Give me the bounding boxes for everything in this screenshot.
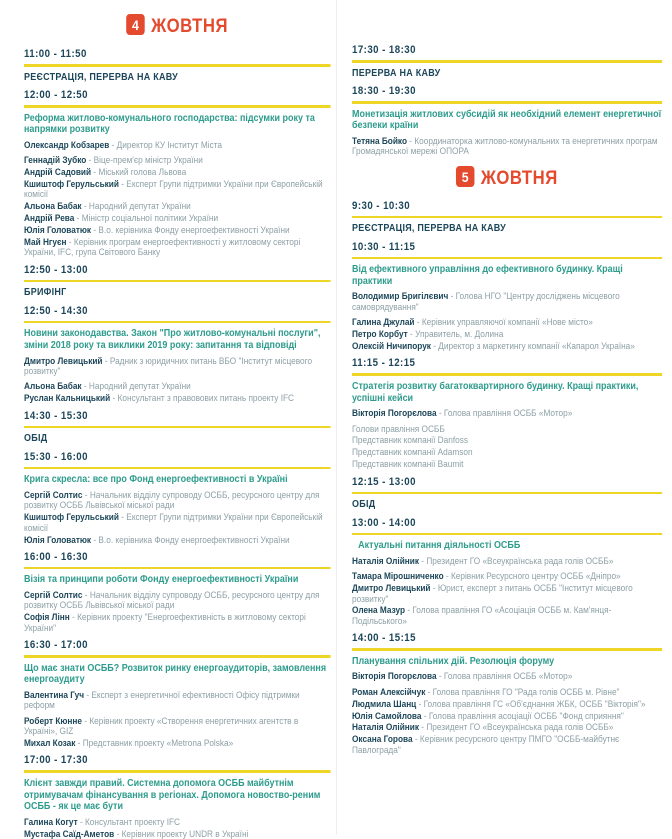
speaker-role: В.о. керівника Фонду енергоефективності України [98, 533, 290, 545]
speaker-name: Галина Когут [24, 815, 78, 827]
yellow-rule [24, 655, 331, 658]
speaker-role: Президент ГО «Всеукраїнська рада голів ОСББ» [426, 554, 614, 566]
speaker-name: Олексій Ничипорук [352, 340, 431, 351]
speaker-role: Консультант з правовових питань проекту IFC [117, 392, 295, 404]
session-block [24, 451, 331, 545]
session-time: 12:00 - 12:50 [24, 89, 88, 102]
speaker-role: Представник компанії Danfoss [352, 434, 468, 446]
speaker-name: Галина Джулай [352, 316, 415, 328]
speaker-name: Мустафа Саїд-Аметов [24, 827, 115, 839]
session-block [24, 754, 331, 839]
speaker-row [24, 213, 331, 223]
yellow-rule [24, 105, 331, 108]
speaker-role: Представник компанії Baumit [352, 458, 464, 470]
session-time: 9:30 - 10:30 [352, 199, 411, 212]
name-role-separator: - [109, 138, 117, 150]
speaker-row [352, 583, 662, 604]
session-time: 16:30 - 17:00 [24, 639, 88, 652]
speaker-name: Оксана Горова [352, 733, 413, 745]
speaker-row [352, 722, 662, 732]
speaker-role: Голова правління ОСББ «Мотор» [443, 407, 573, 419]
session-time: 12:15 - 13:00 [352, 475, 416, 488]
session-block [24, 305, 331, 404]
break-block [352, 44, 662, 79]
name-role-separator: - [91, 533, 99, 545]
name-role-separator: - [81, 200, 89, 212]
name-role-separator: - [91, 166, 99, 178]
speaker-row [24, 716, 331, 737]
session-title: Клієнт завжди правий. Системна допомога ОСББ майбутнім отримувачам фінансування в регіонах. Допомога новоство-реним ОСББ - як це має бути [24, 777, 321, 813]
speaker-name: Юлія Головатюк [24, 224, 92, 236]
session-title: Що має знати ОСББ? Розвиток ринку енергоаудиторів, замовлення енергоаудиту [24, 662, 327, 686]
speaker-name: Руслан Кальницький [24, 392, 111, 404]
page-column-divider [336, 0, 337, 835]
name-role-separator: - [75, 737, 83, 748]
speaker-name: Сергій Солтис [24, 488, 83, 500]
yellow-rule [352, 216, 662, 219]
speaker-role: Начальник відділу супроводу ОСББ, ресурсного центру для розвитку ОСББ Львівської міської ради [24, 488, 320, 511]
speaker-row [352, 424, 662, 434]
name-role-separator: - [114, 827, 122, 839]
speaker-row [24, 738, 331, 748]
speaker-name: Андрій Садовий [24, 166, 92, 178]
name-role-separator: - [421, 709, 429, 721]
speaker-role: В.о. керівника Фонду енергоефективності України [98, 224, 290, 236]
speaker-row [24, 817, 331, 827]
session-time: 18:30 - 19:30 [352, 85, 416, 98]
speaker-name: Альона Бабак [24, 200, 82, 212]
break-title: РЕЄСТРАЦІЯ, ПЕРЕРВА НА КАВУ [24, 71, 178, 83]
name-role-separator: - [102, 354, 110, 366]
session-block [352, 357, 662, 469]
speaker-name: Петро Корбут [352, 328, 408, 340]
speaker-role: Представник проекту «Metrona Polska» [82, 737, 234, 748]
speaker-row [352, 459, 662, 469]
session-block [352, 632, 662, 755]
name-role-separator: - [118, 511, 127, 523]
speaker-row [24, 829, 331, 839]
name-role-separator: - [74, 212, 82, 224]
session-time: 13:00 - 14:00 [352, 516, 416, 529]
speaker-role: Міський голова Львова [98, 166, 187, 178]
break-block [24, 48, 331, 83]
speaker-role: Експерт Групи підтримки України при Європейській комісії [24, 178, 323, 200]
name-role-separator: - [82, 589, 90, 601]
speaker-role: Експерт Групи підтримки України при Європейській комісії [24, 511, 323, 533]
name-role-separator: - [66, 236, 74, 248]
speaker-name: Олена Мазур [352, 604, 406, 616]
day-number-badge: 5 [456, 166, 475, 187]
speaker-role: Народний депутат України [88, 200, 191, 212]
yellow-rule [24, 770, 331, 773]
break-title: ОБІД [24, 433, 48, 445]
speaker-row [352, 317, 662, 327]
speaker-name: Валентина Гуч [24, 688, 85, 700]
yellow-rule [24, 64, 331, 67]
name-role-separator: - [436, 670, 444, 682]
speaker-name: Людмила Шанц [352, 697, 417, 709]
name-role-separator: - [412, 733, 420, 745]
speaker-name: Сергій Солтис [24, 589, 83, 601]
speaker-name: Дмитро Левицький [352, 582, 431, 594]
speaker-row [24, 356, 331, 377]
name-role-separator: - [406, 134, 415, 146]
session-title: Планування спільних дій. Резолюція форуму [352, 655, 555, 667]
speaker-name: Кшиштоф Герульський [24, 178, 119, 189]
speaker-name: Геннадій Зубко [24, 154, 87, 166]
speaker-row [352, 136, 662, 157]
speaker-row [352, 571, 662, 581]
session-block [24, 551, 331, 633]
name-role-separator: - [69, 611, 78, 623]
speaker-row [24, 690, 331, 711]
speaker-role: Управитель, м. Долина [415, 328, 504, 340]
speaker-row [24, 201, 331, 211]
speaker-name: Олександр Кобзарев [24, 138, 110, 150]
session-block [352, 241, 662, 352]
yellow-rule [24, 567, 331, 570]
session-time: 10:30 - 11:15 [352, 240, 416, 253]
session-time: 12:50 - 14:30 [24, 304, 88, 317]
speaker-row [352, 671, 662, 681]
speaker-name: Тамара Мірошниченко [352, 570, 444, 582]
speaker-role: Керівник управляючої компанії «Нове місто» [421, 316, 593, 328]
name-role-separator: - [81, 714, 90, 726]
day-month-label: ЖОВТНЯ [480, 167, 558, 189]
speaker-row [24, 140, 331, 150]
name-role-separator: - [81, 380, 89, 392]
session-time: 12:50 - 13:00 [24, 263, 88, 276]
speaker-row [24, 590, 331, 611]
break-title: ПЕРЕРВА НА КАВУ [352, 67, 441, 79]
name-role-separator: - [84, 688, 92, 700]
session-time: 11:15 - 12:15 [352, 357, 416, 370]
yellow-rule [352, 373, 662, 376]
speaker-row [352, 687, 662, 697]
speaker-row [24, 393, 331, 403]
break-title: БРИФІНГ [24, 287, 67, 299]
yellow-rule [24, 321, 331, 324]
speaker-name: Май Нгуєн [24, 236, 67, 248]
name-role-separator: - [418, 554, 427, 566]
session-time: 15:30 - 16:00 [24, 450, 88, 463]
session-block [24, 639, 331, 748]
day-month-label: ЖОВТНЯ [151, 16, 229, 37]
name-role-separator: - [118, 178, 127, 189]
speaker-role: Директор КУ Інститут Міста [116, 138, 222, 150]
break-block [24, 264, 331, 299]
session-title: Візія та принципи роботи Фонду енергоефективності України [24, 574, 299, 586]
session-time: 17:30 - 18:30 [352, 44, 416, 56]
yellow-rule [352, 533, 662, 536]
name-role-separator: - [448, 290, 456, 302]
session-title: Стратегія розвитку багатоквартирного будинку. Кращі практики, успішні кейси [352, 380, 639, 404]
speaker-name: Кшиштоф Герульський [24, 511, 119, 523]
speaker-role: Консультант проекту IFC [84, 815, 181, 827]
speaker-row [24, 237, 331, 258]
speaker-role: Голови правління ОСББ [352, 422, 445, 434]
speaker-row [352, 699, 662, 709]
session-title: Актуальні питання діяльності ОСББ [358, 540, 521, 552]
speaker-row [24, 225, 331, 235]
session-block [352, 517, 662, 627]
break-title: ОБІД [352, 499, 376, 511]
speaker-name: Вікторія Погорєлова [352, 670, 437, 682]
speaker-name: Юлія Самойлова [352, 709, 422, 721]
speaker-row [24, 179, 331, 200]
name-role-separator: - [110, 392, 118, 404]
speaker-role: Керівник ресурсного центру ПМГО "ОСББ-майбутнє Павлограда" [352, 733, 620, 755]
speaker-role: Начальник відділу супроводу ОСББ, ресурсного центру для розвитку ОСББ Львівської міської ради [24, 589, 320, 611]
name-role-separator: - [430, 582, 438, 594]
session-time: 14:30 - 15:30 [24, 409, 88, 422]
speaker-name: Дмитро Левицький [24, 354, 103, 366]
name-role-separator: - [407, 328, 416, 340]
speaker-name: Роман Алексійчук [352, 685, 426, 697]
yellow-rule [24, 280, 331, 283]
speaker-role: Керівник проекту «Створення енергетичних агентств в Україні», GIZ [24, 714, 299, 737]
speaker-role: Міністр соціальної політики України [81, 212, 219, 224]
session-time: 11:00 - 11:50 [24, 48, 87, 60]
column-day-5 [336, 0, 672, 835]
name-role-separator: - [416, 697, 424, 709]
speaker-row [352, 734, 662, 755]
speaker-role: Голова правління асоціації ОСББ "Фонд сприяння" [428, 709, 624, 721]
session-time: 16:00 - 16:30 [24, 550, 88, 563]
speaker-row [352, 329, 662, 339]
day-number-badge: 4 [126, 14, 145, 35]
day-header-4 [24, 14, 331, 38]
yellow-rule [352, 492, 662, 495]
speaker-role: Керівник програм енергоефективності у житловому секторі України, IFC, група Світового Банку [24, 236, 301, 258]
session-title: Новини законодавства. Закон "Про житлово-комунальні послуги", зміни 2018 року та виклики 2019 року: запитання та відповіді [24, 328, 321, 352]
session-block [24, 89, 331, 258]
name-role-separator: - [77, 815, 85, 827]
name-role-separator: - [414, 316, 422, 328]
speaker-name: Володимир Бригілєвич [352, 290, 449, 302]
session-title: Крига скресла: все про Фонд енергоефективності в Україні [24, 474, 288, 486]
name-role-separator: - [82, 488, 90, 500]
speaker-role: Голова правління ОСББ «Мотор» [443, 670, 573, 682]
speaker-role: Представник компанії Adamson [352, 446, 473, 458]
speaker-role: Директор з маркетингу компанії «Капарол Україна» [438, 340, 635, 351]
speaker-row [352, 408, 662, 418]
speaker-row [24, 167, 331, 177]
speaker-name: Наталія Олійник [352, 721, 419, 733]
speaker-role: Народний депутат України [88, 380, 191, 392]
column-day-4-content [24, 14, 331, 839]
speaker-role: Юрист, експерт з питань ОСББ "Інститут місцевого розвитку" [352, 582, 633, 604]
speaker-row [352, 556, 662, 566]
yellow-rule [352, 101, 662, 104]
name-role-separator: - [86, 154, 94, 166]
speaker-row [352, 711, 662, 721]
speaker-role: Голова правління ГО «Асоціація ОСББ м. Кам'янця-Подільського» [352, 604, 612, 626]
speaker-name: Михал Козак [24, 737, 76, 748]
speaker-row [24, 155, 331, 165]
name-role-separator: - [91, 224, 99, 236]
speaker-role: Віце-прем'єр міністр України [93, 154, 203, 166]
break-block [352, 476, 662, 511]
speaker-role: Керівник Ресурсного центру ОСББ «Дніпро» [450, 570, 621, 582]
name-role-separator: - [405, 604, 413, 616]
yellow-rule [24, 467, 331, 470]
session-title: Реформа житлово-комунального господарства: підсумки року та напрямки розвитку [24, 112, 315, 136]
speaker-role: Голова НГО "Центру досліджень місцевого самоврядування" [352, 290, 620, 312]
session-time: 17:00 - 17:30 [24, 754, 88, 767]
speaker-row [352, 341, 662, 351]
speaker-row [352, 435, 662, 445]
session-block [352, 85, 662, 157]
break-block [24, 410, 331, 445]
speaker-role: Експерт з енергетичної ефективності Офісу підтримки реформ [24, 688, 300, 711]
name-role-separator: - [443, 570, 451, 582]
speaker-row [24, 612, 331, 633]
speaker-name: Андрій Рева [24, 212, 75, 224]
speaker-role: Голова правління ГС «Об'єднання ЖБК, ОСББ "Вікторія"» [423, 697, 646, 709]
speaker-row [24, 512, 331, 533]
speaker-name: Юлія Головатюк [24, 533, 92, 545]
day-header-5 [352, 166, 662, 190]
name-role-separator: - [418, 721, 427, 733]
speaker-name: Наталія Олійник [352, 554, 419, 566]
speaker-row [352, 605, 662, 626]
speaker-row [24, 381, 331, 391]
speaker-row [352, 291, 662, 312]
speaker-role: Голова правління ГО "Рада голів ОСББ м. Рівне" [432, 685, 620, 697]
name-role-separator: - [430, 340, 439, 351]
speaker-role: Керівник проекту UNDR в Україні [121, 827, 249, 839]
speaker-role: Керівник проекту "Енергоефективність в житловому секторі України" [24, 611, 306, 633]
session-time: 14:00 - 15:15 [352, 632, 416, 645]
yellow-rule [24, 426, 331, 429]
speaker-name: Вікторія Погорєлова [352, 407, 437, 419]
yellow-rule [352, 257, 662, 260]
break-title: РЕЄСТРАЦІЯ, ПЕРЕРВА НА КАВУ [352, 223, 506, 235]
yellow-rule [352, 60, 662, 63]
name-role-separator: - [436, 407, 444, 419]
speaker-row [24, 490, 331, 511]
speaker-name: Альона Бабак [24, 380, 82, 392]
speaker-row [352, 447, 662, 457]
speaker-role: Президент ГО «Всеукраїнська рада голів ОСББ» [426, 721, 614, 733]
speaker-name: Роберт Кюнне [24, 714, 82, 726]
speaker-name: Софія Лінн [24, 611, 70, 623]
session-title: Від ефективного управління до ефективного будинку. Кращі практики [352, 264, 623, 287]
speaker-name: Тетяна Бойко [352, 134, 407, 146]
speaker-role: Координаторка житлово-комунальних та енергетичних програм Громадянської мережі ОПОРА [352, 134, 658, 157]
break-block [352, 200, 662, 235]
column-day-5-content [352, 44, 662, 755]
speaker-row [24, 535, 331, 545]
session-title: Монетизація житлових субсидій як необхідний елемент енергетичної безпеки країни [352, 108, 662, 132]
speaker-role: Радник з юридичних питань ВБО "Інститут місцевого розвитку" [24, 354, 313, 377]
name-role-separator: - [425, 685, 433, 697]
yellow-rule [352, 648, 662, 651]
